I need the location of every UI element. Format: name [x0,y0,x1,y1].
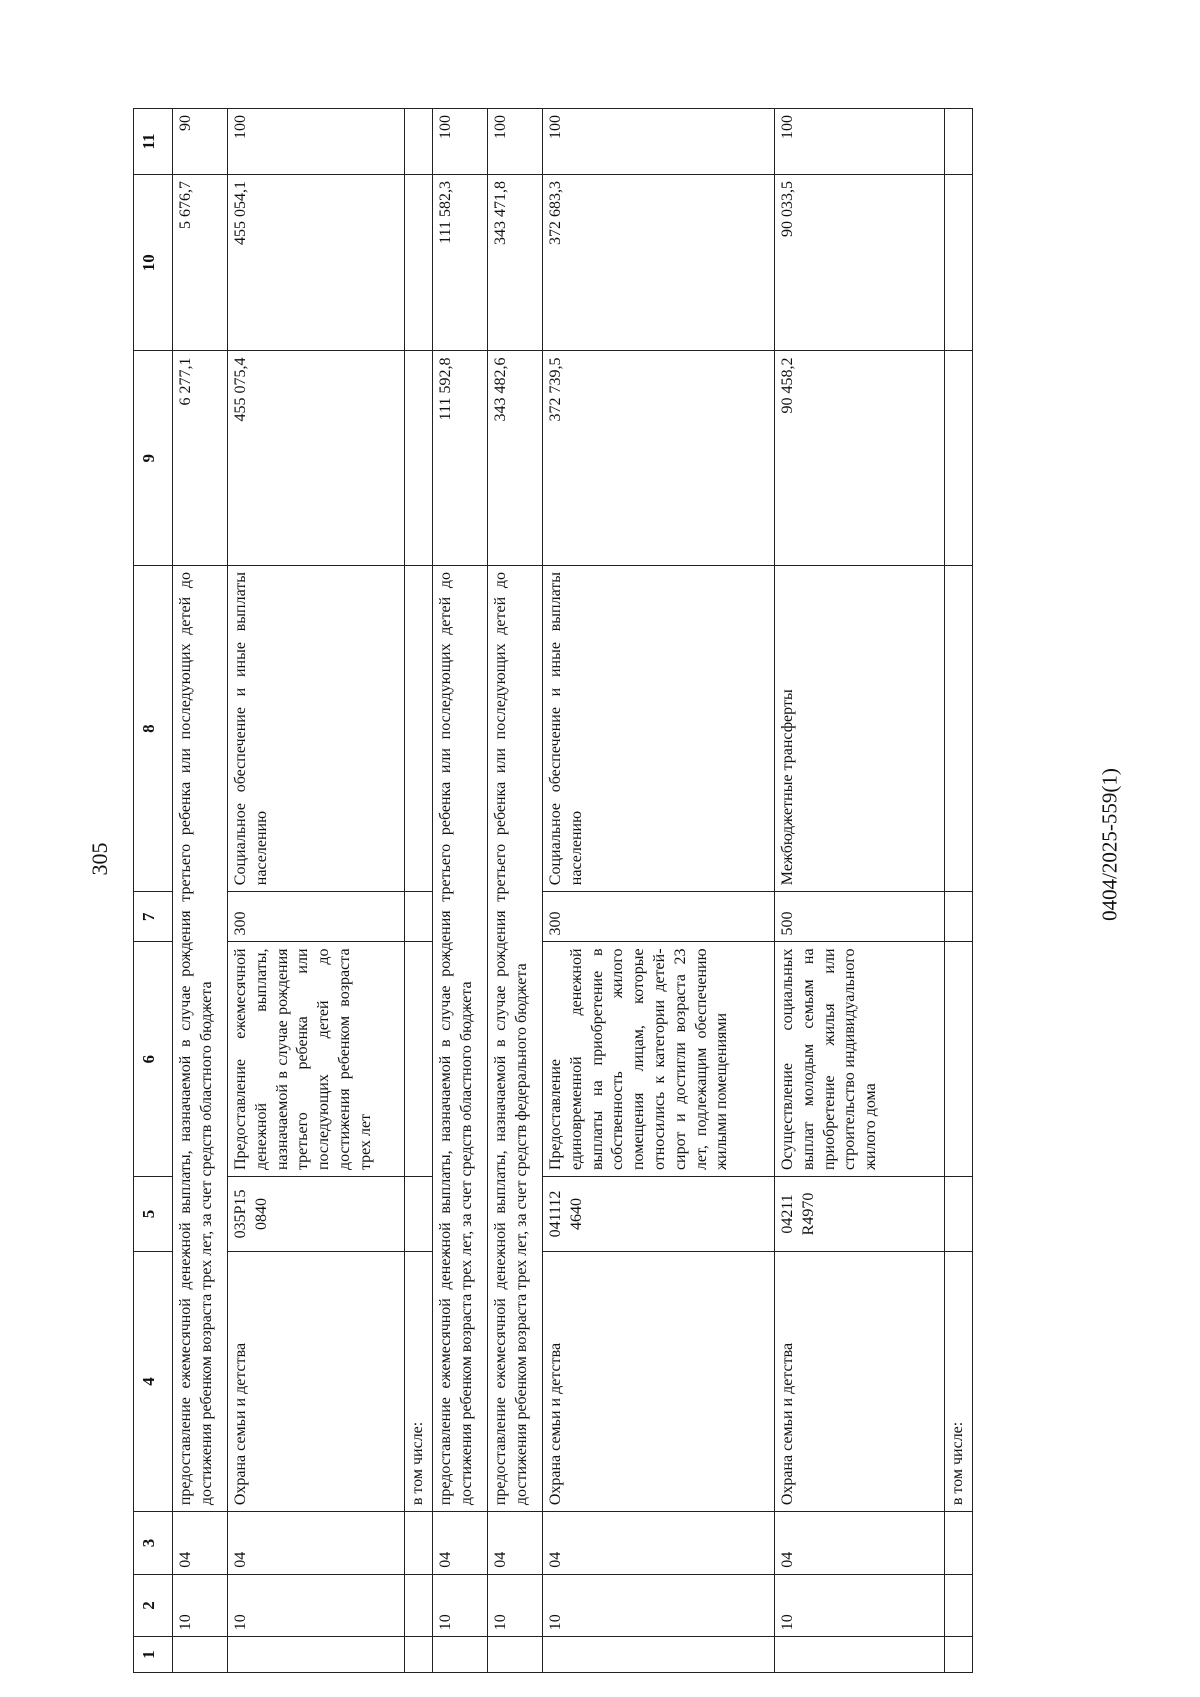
cell-col3: 04 [173,1512,228,1575]
cell-col5 [405,1177,433,1252]
cell-col2: 10 [775,1574,945,1637]
cell-col11 [405,109,433,175]
cell-col3 [405,1512,433,1575]
cell-col1 [543,1637,775,1673]
col-header-3: 3 [134,1512,173,1575]
cell-col4: Охрана семьи и детства [775,1251,945,1511]
cell-col1 [775,1637,945,1673]
cell-col3: 04 [433,1512,488,1575]
cell-col3: 04 [543,1512,775,1575]
cell-col3: 04 [775,1512,945,1575]
cell-col7: 500 [775,892,945,942]
cell-col7: 300 [543,892,775,942]
col-header-4: 4 [134,1251,173,1511]
cell-col1 [945,1637,973,1673]
cell-col11: 90 [173,109,228,175]
cell-col2 [405,1574,433,1637]
col-header-7: 7 [134,892,173,942]
cell-col11 [945,109,973,175]
page-number: 305 [87,842,112,876]
cell-col9 [945,351,973,565]
cell-col4: в том числе: [405,1251,433,1511]
cell-col1 [433,1637,488,1673]
table-row [405,109,433,1673]
table-wrapper [133,108,1063,1673]
col-header-10: 10 [134,175,173,352]
cell-col11: 100 [543,109,775,175]
cell-col10: 90 033,5 [775,175,945,352]
col-header-5: 5 [134,1177,173,1252]
col-header-6: 6 [134,942,173,1177]
col-header-1: 1 [134,1637,173,1673]
cell-col8: Межбюджетные трансферты [775,565,945,891]
cell-col6: Предоставление единовременной денежной выплаты на приобретение в собственность жилого помещения лицам, которые относились к категории детей-сирот и достигли возраста 23 лет, подлежащим обеспечению жилыми помещениями [543,942,775,1177]
col-header-8: 8 [134,565,173,891]
cell-col8: Социальное обеспечение и иные выплаты населению [228,565,405,891]
cell-col10 [945,175,973,352]
cell-col4: Охрана семьи и детства [543,1251,775,1511]
cell-col1 [228,1637,405,1673]
table-row [488,109,543,1673]
cell-col2: 10 [488,1574,543,1637]
cell-col2: 10 [543,1574,775,1637]
document-code-text: 0404/2025-559(1) [1097,768,1122,921]
cell-col9: 372 739,5 [543,351,775,565]
col-header-11: 11 [134,109,173,175]
cell-col6: Осуществление социальных выплат молодым семьям на приобретение жилья или строительство индивидуального жилого дома [775,942,945,1177]
rotated-table-area [133,108,1063,1673]
cell-description: предоставление ежемесячной денежной выплаты, назначаемой в случае рождения третьего ребенка или последующих детей до достижения ребенком возраста трех лет, за счет средств федерального бюджета [488,565,543,1511]
table-row [945,109,973,1673]
cell-col6 [945,942,973,1177]
cell-col5: 04211 R4970 [775,1177,945,1252]
cell-col11: 100 [228,109,405,175]
cell-col3: 04 [228,1512,405,1575]
cell-col7 [945,892,973,942]
col-header-2: 2 [134,1574,173,1637]
cell-col11: 100 [775,109,945,175]
cell-col6: Предоставление ежемесячной денежной выплаты, назначаемой в случае рождения третьего ребенка или последующих детей до достижения ребенком возраста трех лет [228,942,405,1177]
column-number-row [134,109,173,1673]
table-row [433,109,488,1673]
cell-description: предоставление ежемесячной денежной выплаты, назначаемой в случае рождения третьего ребенка или последующих детей до достижения ребенком возраста трех лет, за счет средств областного бюджета [433,565,488,1511]
cell-col2: 10 [433,1574,488,1637]
cell-col10 [405,175,433,352]
cell-col7 [405,892,433,942]
cell-col6 [405,942,433,1177]
cell-col4: Охрана семьи и детства [228,1251,405,1511]
cell-col9: 343 482,6 [488,351,543,565]
cell-col11: 100 [433,109,488,175]
cell-col3: 04 [488,1512,543,1575]
table-row [173,109,228,1673]
cell-col3 [945,1512,973,1575]
cell-col9: 455 075,4 [228,351,405,565]
cell-col10: 5 676,7 [173,175,228,352]
cell-col7: 300 [228,892,405,942]
cell-col1 [488,1637,543,1673]
cell-col1 [405,1637,433,1673]
cell-col2 [945,1574,973,1637]
cell-col5: 041112 4640 [543,1177,775,1252]
cell-col10: 372 683,3 [543,175,775,352]
cell-col9: 111 592,8 [433,351,488,565]
table-row [543,109,775,1673]
table-row [228,109,405,1673]
budget-table [133,108,973,1673]
cell-col9: 6 277,1 [173,351,228,565]
cell-col10: 111 582,3 [433,175,488,352]
table-row [775,109,945,1673]
cell-col10: 343 471,8 [488,175,543,352]
cell-col2: 10 [228,1574,405,1637]
cell-col8 [405,565,433,891]
cell-col9 [405,351,433,565]
cell-col4: в том числе: [945,1251,973,1511]
cell-description: предоставление ежемесячной денежной выплаты, назначаемой в случае рождения третьего ребенка или последующих детей до достижения ребенком возраста трех лет, за счет средств областного бюджета [173,565,228,1511]
cell-col8 [945,565,973,891]
cell-col9: 90 458,2 [775,351,945,565]
cell-col5 [945,1177,973,1252]
col-header-9: 9 [134,351,173,565]
cell-col5: 035P15 0840 [228,1177,405,1252]
cell-col10: 455 054,1 [228,175,405,352]
cell-col2: 10 [173,1574,228,1637]
cell-col8: Социальное обеспечение и иные выплаты населению [543,565,775,891]
cell-col1 [173,1637,228,1673]
cell-col11: 100 [488,109,543,175]
